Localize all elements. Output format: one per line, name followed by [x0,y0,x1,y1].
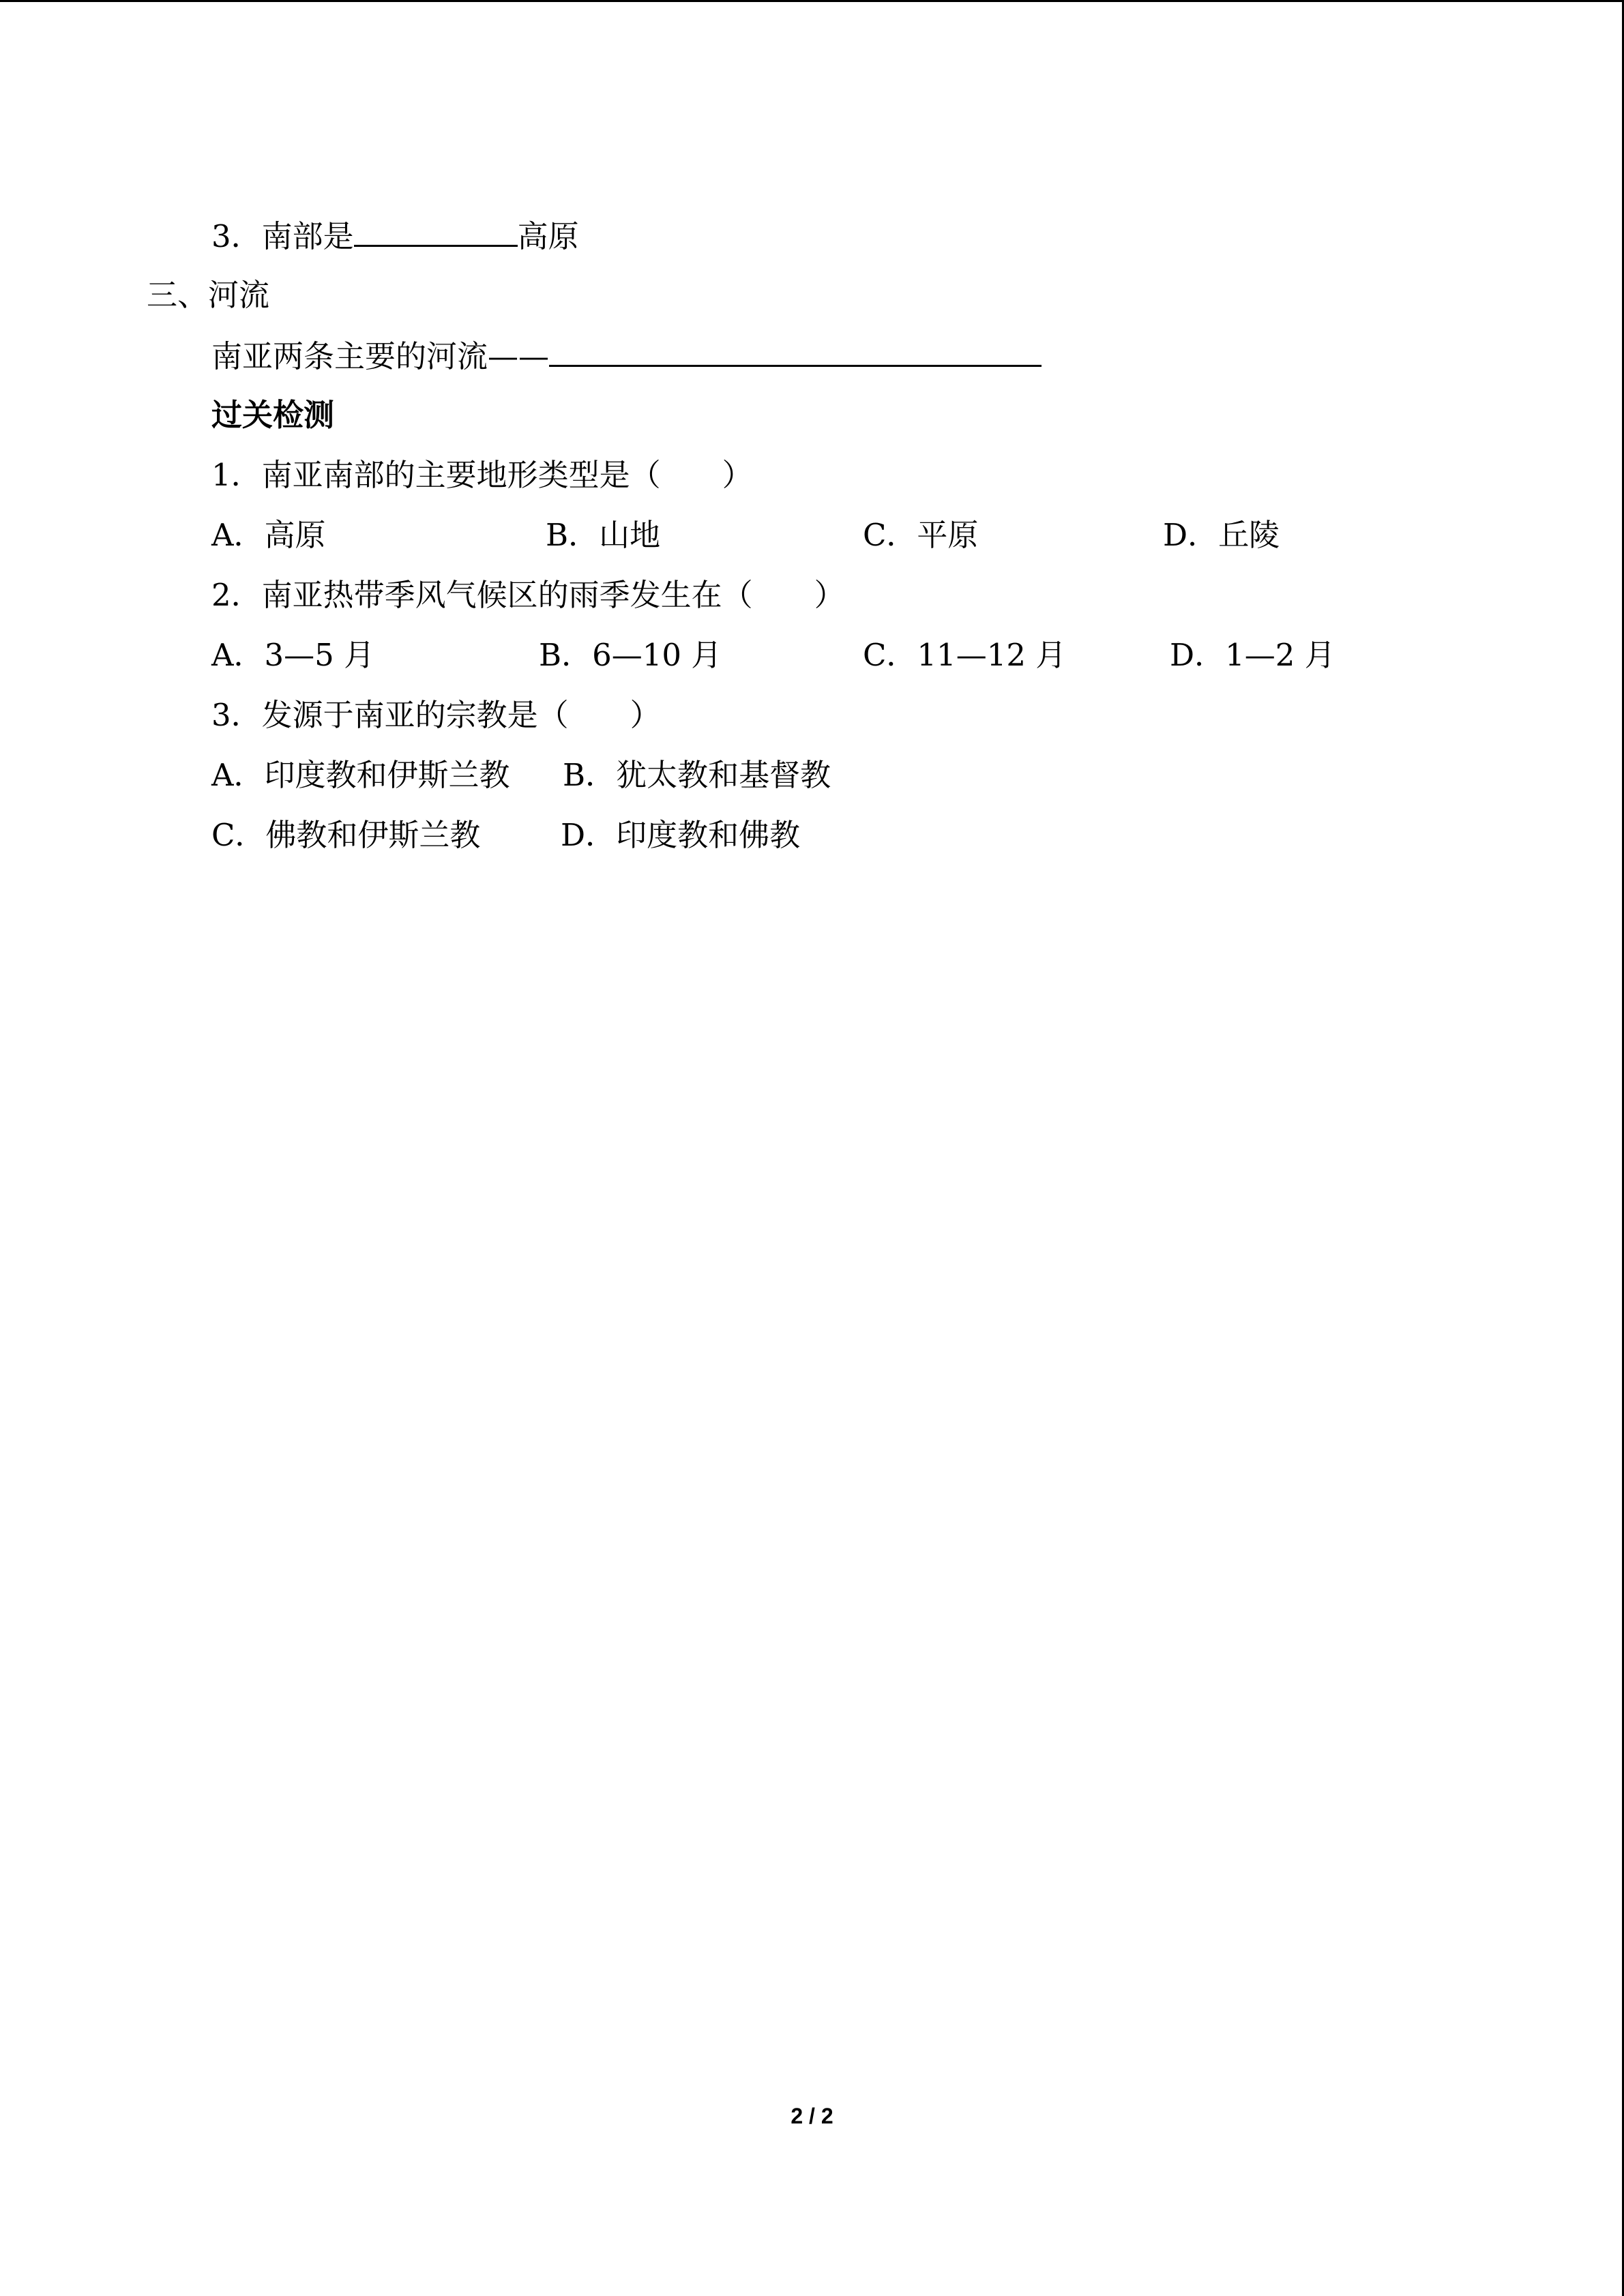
river-answer-blank[interactable] [549,335,1042,367]
item-text-after: 高原 [517,218,579,254]
question-3-option-a[interactable]: A．印度教和伊斯兰教 [211,757,510,793]
question-2-option-b[interactable]: B．6—10 月 [539,637,722,673]
question-2-option-c[interactable]: C．11—12 月 [863,637,1067,673]
question-3-option-d[interactable]: D．印度教和佛教 [561,817,801,853]
question-3-option-b[interactable]: B．犹太教和基督教 [563,757,831,793]
question-1-option-b[interactable]: B．山地 [546,517,661,553]
question-1-option-a[interactable]: A．高原 [211,517,326,553]
page-number: 2 / 2 [791,2104,833,2128]
item-text-before: 南部是 [261,218,354,254]
quiz-title: 过关检测 [211,397,335,433]
question-1-stem: 1．南亚南部的主要地形类型是（ ） [211,457,753,493]
section-heading-rivers: 三、河流 [147,277,270,313]
question-1-option-d[interactable]: D．丘陵 [1163,517,1280,553]
question-3-stem: 3．发源于南亚的宗教是（ ） [211,697,661,733]
question-3-option-c[interactable]: C．佛教和伊斯兰教 [211,817,481,853]
river-prompt: 南亚两条主要的河流—— [211,338,550,374]
question-2-option-a[interactable]: A．3—5 月 [211,637,375,673]
river-question [211,335,1042,377]
question-1-option-c[interactable]: C．平原 [863,517,979,553]
fill-in-item-3 [211,215,579,257]
item-number: 3． [211,218,262,254]
question-2-option-d[interactable]: D．1—2 月 [1170,637,1335,673]
answer-blank[interactable] [354,215,518,247]
question-2-stem: 2．南亚热带季风气候区的雨季发生在（ ） [211,577,845,613]
